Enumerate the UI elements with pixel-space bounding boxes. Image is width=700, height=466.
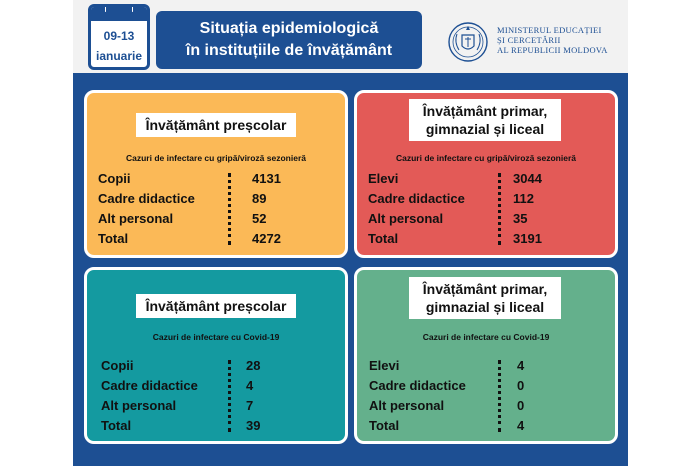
date-month: ianuarie [95,49,143,63]
calendar-header [91,7,147,21]
card-school-covid [354,267,618,444]
stat-label: Total [369,418,400,433]
stat-label: Alt personal [98,211,174,226]
stat-row-alt-personal [101,396,331,416]
stat-value: 4 [517,358,525,373]
stat-label: Cadre didactice [101,378,198,393]
ministry-name [497,25,622,55]
stat-label: Alt personal [368,211,444,226]
stat-value: 112 [513,191,534,206]
card-subtitle: Cazuri de infectare cu Covid-19 [422,332,550,342]
stat-value: 0 [517,378,525,393]
stat-row-copii [101,356,331,376]
stat-label: Cadre didactice [98,191,195,206]
stats-list [98,169,328,249]
card-title [136,113,296,137]
card-title-line-2: gimnazial și liceal [425,121,545,137]
calendar-ring-left [103,4,108,14]
stat-value: 4 [517,418,525,433]
card-title [136,294,296,318]
stat-label: Alt personal [101,398,177,413]
stat-row-total [368,229,598,249]
card-subtitle: Cazuri de infectare cu gripă/viroză sezonieră [396,153,576,163]
ministry-line-3: AL REPUBLICII MOLDOVA [497,45,608,55]
stat-row-cadre [368,189,598,209]
stat-row-total [98,229,328,249]
stat-label: Alt personal [369,398,445,413]
stat-value: 4131 [252,171,281,186]
stat-value: 7 [246,398,254,413]
stats-list [369,356,599,436]
ministry-line-2: ȘI CERCETĂRII [497,35,561,45]
date-range: 09-13 [103,29,135,43]
card-subtitle: Cazuri de infectare cu Covid-19 [152,332,280,342]
title-line-1: Situația epidemiologică [199,20,379,37]
stat-label: Total [368,231,399,246]
card-title-line-1: Învățământ primar, [422,281,548,297]
stat-label: Cadre didactice [368,191,465,206]
page-title [156,11,422,69]
moldova-coat-of-arms-icon [448,20,488,64]
stat-row-total [101,416,331,436]
stat-label: Cadre didactice [369,378,466,393]
stat-value: 3191 [513,231,542,246]
card-title [409,99,561,141]
stat-row-elevi [368,169,598,189]
title-line-2: în instituțiile de învățământ [185,42,393,59]
calendar-icon [88,4,150,70]
card-title [409,277,561,319]
card-subtitle: Cazuri de infectare cu gripă/viroză sezonieră [126,153,306,163]
card-preschool-covid [84,267,348,444]
stat-label: Total [101,418,132,433]
stat-label: Elevi [368,171,399,186]
stats-list [101,356,331,436]
stat-value: 28 [246,358,261,373]
stat-value: 35 [513,211,528,226]
stat-value: 52 [252,211,267,226]
stat-value: 89 [252,191,267,206]
calendar-ring-right [130,4,135,14]
stat-row-alt-personal [98,209,328,229]
stat-label: Elevi [369,358,400,373]
stat-value: 39 [246,418,261,433]
card-title-line-1: Învățământ primar, [422,103,548,119]
ministry-line-1: MINISTERUL EDUCAȚIEI [497,25,602,35]
card-preschool-flu [84,90,348,258]
stat-value: 3044 [513,171,542,186]
stat-row-cadre [101,376,331,396]
stat-row-cadre [369,376,599,396]
stat-label: Copii [98,171,131,186]
stat-value: 4272 [252,231,281,246]
card-title-line-1: Învățământ preșcolar [145,298,287,314]
stat-value: 0 [517,398,525,413]
stats-list [368,169,598,249]
stat-row-alt-personal [368,209,598,229]
card-school-flu [354,90,618,258]
stat-row-alt-personal [369,396,599,416]
card-title-line-1: Învățământ preșcolar [145,117,287,133]
card-title-line-2: gimnazial și liceal [425,299,545,315]
stat-label: Copii [101,358,134,373]
stat-row-total [369,416,599,436]
stat-label: Total [98,231,129,246]
stat-row-copii [98,169,328,189]
stat-row-elevi [369,356,599,376]
stat-value: 4 [246,378,254,393]
stat-row-cadre [98,189,328,209]
